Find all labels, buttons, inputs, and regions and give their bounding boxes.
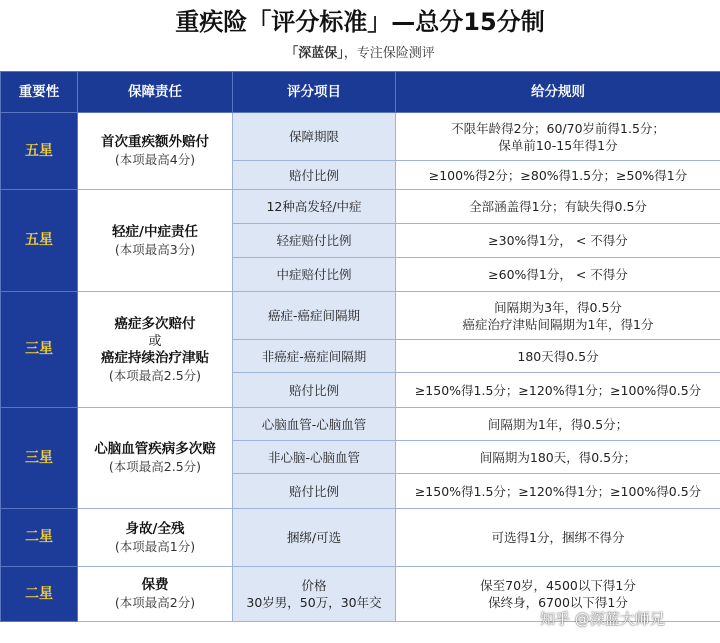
scoring-rule xyxy=(396,224,720,258)
scoring-item xyxy=(233,509,396,567)
duty-name: 轻症/中症责任 xyxy=(112,223,198,240)
duty-name-alt: 癌症持续治疗津贴 xyxy=(101,349,209,366)
header-rule: 给分规则 xyxy=(396,72,720,113)
rule-line: 间隔期为1年，得0.5分； xyxy=(487,416,629,432)
rule-line: ≥150%得1.5分；≥120%得1分；≥100%得0.5分 xyxy=(414,382,702,398)
scoring-item xyxy=(233,190,396,224)
coverage-duty xyxy=(78,408,233,509)
scoring-item xyxy=(233,161,396,190)
rule-line: 180天得0.5分 xyxy=(517,348,599,364)
rule-line: 可选得1分，捆绑不得分 xyxy=(491,530,625,545)
scoring-table xyxy=(0,71,720,622)
scoring-rule xyxy=(396,441,720,474)
subtitle-brand: 「深蓝保」 xyxy=(285,46,344,61)
importance-stars: 二星 xyxy=(1,567,78,622)
table-row xyxy=(1,509,720,567)
page-subtitle xyxy=(0,44,720,64)
table-row xyxy=(1,408,720,441)
table-header-row xyxy=(1,72,720,113)
coverage-duty xyxy=(78,567,233,622)
scoring-rule xyxy=(396,161,720,190)
scoring-rule xyxy=(396,292,720,340)
scoring-item-label: 价格 xyxy=(301,578,327,593)
rule-line: 不限年龄得2分；60/70岁前得1.5分； xyxy=(451,120,665,136)
duty-name: 心脑血管疾病多次赔 xyxy=(94,441,216,457)
table-row xyxy=(1,190,720,224)
scoring-rule xyxy=(396,258,720,292)
rule-line: 全部涵盖得1分；有缺失得0.5分 xyxy=(469,199,647,214)
importance-stars: 三星 xyxy=(1,408,78,509)
duty-name: 身故/全残 xyxy=(125,520,185,537)
scoring-item xyxy=(233,373,396,408)
scoring-item-label: 中症赔付比例 xyxy=(276,267,352,282)
scoring-item xyxy=(233,340,396,373)
rule-line: ≥30%得1分， < 不得分 xyxy=(488,233,628,248)
rule-line: 保终身，6700以下得1分 xyxy=(488,595,628,610)
coverage-duty xyxy=(78,113,233,190)
scoring-item xyxy=(233,441,396,474)
duty-or: 或 xyxy=(148,333,162,349)
scoring-rule xyxy=(396,373,720,408)
scoring-rule xyxy=(396,113,720,161)
scoring-item-label: 12种高发轻/中症 xyxy=(266,199,362,214)
scoring-item-label: 心脑血管-心脑血管 xyxy=(261,416,367,432)
scoring-item-detail: 30岁男，50万，30年交 xyxy=(246,595,382,610)
rule-line: 保单前10-15年得1分 xyxy=(498,137,618,153)
scoring-item-label: 非癌症-癌症间隔期 xyxy=(261,348,367,364)
rule-line: 间隔期为180天，得0.5分； xyxy=(479,449,637,465)
scoring-rule xyxy=(396,408,720,441)
scoring-item-label: 保障期限 xyxy=(288,129,339,144)
page-title: 重疾险「评分标准」—总分15分制 xyxy=(175,8,545,36)
scoring-item xyxy=(233,567,396,622)
scoring-item xyxy=(233,474,396,509)
scoring-item-label: 癌症-癌症间隔期 xyxy=(267,308,360,323)
duty-name: 首次重疾额外赔付 xyxy=(101,134,209,150)
scoring-item xyxy=(233,292,396,340)
scoring-item-label: 捆绑/可选 xyxy=(286,530,342,545)
coverage-duty xyxy=(78,190,233,292)
scoring-item-label: 赔付比例 xyxy=(288,382,339,398)
coverage-duty xyxy=(78,509,233,567)
duty-max-score: (本项最高2.5分) xyxy=(108,459,202,474)
rule-line: ≥150%得1.5分；≥120%得1分；≥100%得0.5分 xyxy=(414,483,702,499)
importance-stars: 五星 xyxy=(1,113,78,190)
scoring-item-label: 非心脑-心脑血管 xyxy=(267,449,360,465)
header-item: 评分项目 xyxy=(233,72,396,113)
scoring-item xyxy=(233,258,396,292)
duty-max-score: (本项最高2分) xyxy=(114,595,196,610)
watermark: 知乎 @深蓝大师兄 xyxy=(540,610,665,628)
rule-line: 间隔期为3年，得0.5分 xyxy=(494,299,622,315)
table-row xyxy=(1,292,720,340)
scoring-item-label: 赔付比例 xyxy=(288,483,339,499)
importance-stars: 五星 xyxy=(1,190,78,292)
rule-line: 癌症治疗津贴间隔期为1年，得1分 xyxy=(462,316,654,332)
coverage-duty xyxy=(78,292,233,408)
duty-max-score: (本项最高1分) xyxy=(114,538,196,554)
importance-stars: 二星 xyxy=(1,509,78,567)
scoring-item xyxy=(233,408,396,441)
duty-max-score: (本项最高2.5分) xyxy=(108,367,202,383)
scoring-item-label: 赔付比例 xyxy=(288,167,339,183)
scoring-item-label: 轻症赔付比例 xyxy=(276,233,352,248)
importance-stars: 三星 xyxy=(1,292,78,408)
subtitle-text: ，专注保险测评 xyxy=(343,46,435,61)
duty-name: 癌症多次赔付 xyxy=(114,315,196,332)
header-duty: 保障责任 xyxy=(78,72,233,113)
scoring-rule xyxy=(396,340,720,373)
scoring-rule xyxy=(396,509,720,567)
table-row xyxy=(1,113,720,161)
header-importance: 重要性 xyxy=(1,72,78,113)
duty-max-score: (本项最高3分) xyxy=(114,241,196,257)
rule-line: ≥60%得1分， < 不得分 xyxy=(488,267,628,282)
scoring-rule xyxy=(396,190,720,224)
rule-line: ≥100%得2分；≥80%得1.5分；≥50%得1分 xyxy=(428,167,688,183)
duty-name: 保费 xyxy=(141,577,169,593)
table-body xyxy=(1,113,720,622)
scoring-item xyxy=(233,113,396,161)
duty-max-score: (本项最高4分) xyxy=(114,152,196,167)
scoring-item xyxy=(233,224,396,258)
rule-line: 保至70岁，4500以下得1分 xyxy=(480,578,636,593)
scoring-rule xyxy=(396,474,720,509)
